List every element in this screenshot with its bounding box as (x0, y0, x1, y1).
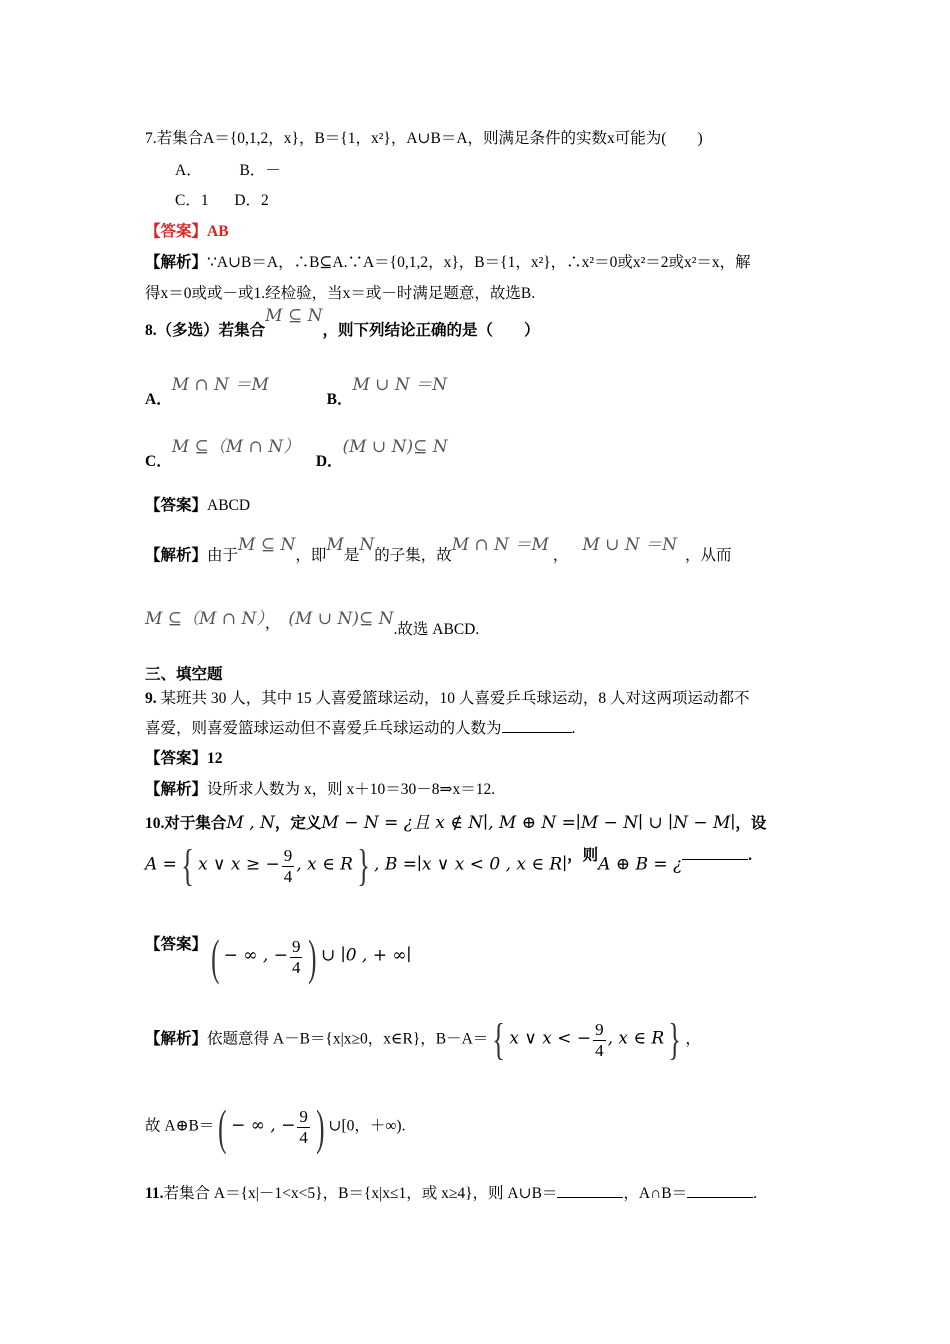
q10-stem-text-2: ，定义 (274, 815, 322, 832)
q7-option-d: D．2 (234, 192, 269, 209)
q8-an-5: ， (552, 547, 569, 564)
fraction-numerator: 9 (283, 845, 293, 865)
q7-option-b: B．－ (239, 162, 281, 179)
q8-option-d-math: (M ∪ N)⊆ N (342, 437, 448, 457)
q10-an2-body: − ∞ , − (231, 1115, 296, 1136)
q11-union-blank[interactable] (557, 1197, 623, 1198)
brace-left-icon: { (492, 1015, 506, 1064)
q10-math-a-body: x ∨ x ≥ − (198, 854, 280, 875)
q9-answer-value: 12 (207, 750, 223, 767)
q8-an-3: 是 (343, 547, 360, 564)
q10-an2-pre: 故 A⊕B＝ (145, 1117, 215, 1135)
q10-an-end: ， (685, 1030, 701, 1048)
q8-an-2: ，即 (295, 547, 327, 564)
q8-stem (145, 306, 540, 340)
q7-option-a: A． (175, 162, 202, 179)
q8-stem-post: ，则下列结论正确的是（ ） (322, 322, 540, 339)
q8-option-a-label: A． (145, 391, 172, 408)
q8-an-m6: M ⊆（M ∩ N） (145, 609, 265, 629)
q9-num: 9. (145, 690, 157, 707)
q8-an-m5: M ∪ N ＝N (582, 535, 678, 555)
q10-stem-1 (145, 808, 766, 833)
answer-tag: 【答案】 (145, 750, 208, 767)
q10-stem-2 (145, 841, 753, 890)
q8-options-row2 (145, 432, 448, 470)
q8-an-7: ， (264, 615, 281, 632)
q7-options-row2 (175, 188, 269, 210)
q8-answer-value: ABCD (207, 497, 251, 514)
q10-an-post: , x ∈ R (607, 1028, 665, 1049)
q8-an-m2: M (326, 535, 344, 555)
q10-stem-text-1: 对于集合 (164, 815, 227, 832)
analysis-tag: 【解析】 (145, 547, 208, 564)
q11-num: 11. (145, 1185, 164, 1202)
q8-option-c-math: M ⊆（M ∩ N） (171, 437, 301, 457)
q10-ans-post: ∪ ∣0 , + ∞∣ (321, 945, 412, 966)
q8-an-6: ，从而 (685, 547, 732, 564)
analysis-tag: 【解析】 (145, 254, 208, 271)
q10-an-body: x ∨ x < − (509, 1028, 592, 1049)
q8-stem-math: M ⊆ N (265, 306, 323, 326)
fraction-denominator: 4 (595, 1040, 604, 1060)
answer-tag: 【答案】 (145, 497, 208, 514)
q10-answer-blank[interactable] (682, 859, 748, 860)
fraction (290, 937, 303, 978)
q7-answer (145, 219, 229, 241)
q10-analysis-2 (145, 1099, 406, 1155)
q10-math-def: M − N = ¿且 x ∉ N∣, M ⊕ N =∣M − N∣ ∪ ∣N − M∣ (321, 813, 736, 833)
q8-answer (145, 493, 250, 515)
q8-stem-pre: 8.（多选）若集合 (145, 322, 266, 339)
q10-math-mn: M , N (226, 813, 275, 833)
q7-analysis-text-1: ∵A∪B＝A，∴B⊆A.∵A＝{0,1,2，x}，B＝{1，x²}，∴x²＝0或x²＝2或x²＝x，解 (207, 254, 751, 271)
fraction-denominator: 4 (291, 957, 301, 977)
paren-left-icon: ( (218, 1099, 227, 1155)
q10-stem-end: . (748, 846, 753, 864)
answer-tag: 【答案】 (145, 935, 208, 953)
q9-analysis-text: 设所求人数为 x，则 x＋10＝30－8⇒x＝12. (207, 781, 496, 798)
q8-options-row1 (145, 370, 448, 408)
q10-stem-text-4: ，则 (567, 846, 599, 864)
paren-right-icon: ) (308, 929, 317, 985)
q11-mid: ，A∩B＝ (623, 1185, 688, 1202)
q8-analysis-1 (145, 530, 732, 564)
q9-analysis (145, 777, 495, 799)
q10-answer (145, 929, 412, 985)
q8-an-8: .故选 ABCD. (393, 621, 480, 638)
fraction (297, 1107, 310, 1148)
q7-options-row1 (175, 158, 281, 180)
q10-stem-text-3: ，设 (735, 815, 767, 832)
fraction-denominator: 4 (299, 1127, 308, 1147)
q10-analysis-1 (145, 1015, 701, 1064)
q8-an-m7: (M ∪ N)⊆ N (288, 609, 394, 629)
q10-num: 10. (145, 815, 165, 832)
paren-right-icon: ) (315, 1099, 325, 1155)
q11-stem (145, 1181, 757, 1203)
fraction-numerator: 9 (299, 1106, 308, 1126)
q9-answer-blank[interactable] (502, 732, 572, 733)
q9-stem-text-2: 喜爱，则喜爱篮球运动但不喜爱乒乓球运动的人数为 (145, 720, 502, 737)
q8-option-c-label: C． (145, 453, 172, 470)
q11-end: . (753, 1185, 758, 1202)
q11-stem-text: 若集合 A＝{x|－1<x<5}，B＝{x|x≤1，或 x≥4}，则 A∪B＝ (163, 1185, 558, 1202)
q8-an-m1: M ⊆ N (238, 535, 296, 555)
q8-option-a-math: M ∩ N ＝M (171, 375, 269, 395)
q10-math-a-pre: A = (145, 854, 177, 875)
brace-left-icon: { (181, 841, 194, 890)
q9-stem-end: . (571, 720, 576, 737)
paren-left-icon: ( (211, 929, 220, 985)
q8-option-d-label: D． (315, 453, 343, 470)
analysis-tag: 【解析】 (145, 1030, 208, 1048)
q8-an-m4: M ∩ N ＝M (451, 535, 549, 555)
q8-option-b-label: B． (326, 391, 353, 408)
q9-stem-text-1: 某班共 30 人，其中 15 人喜爱篮球运动，10 人喜爱乒乓球运动，8 人对这两项运动都不 (156, 690, 750, 707)
q10-math-a-post: , x ∈ R (296, 854, 353, 875)
q8-analysis-2 (145, 604, 480, 638)
brace-right-icon: } (357, 841, 370, 890)
q7-analysis-2: 得x＝0或或－或1.经检验，当x＝或－时满足题意，故选B. (145, 285, 536, 302)
q9-stem-1 (145, 686, 750, 708)
q8-an-1: 由于 (207, 547, 239, 564)
q7-option-c: C．1 (175, 192, 209, 209)
q7-stem: 7.若集合A＝{0,1,2，x}，B＝{1，x²}，A∪B＝A，则满足条件的实数x可能为( ) (145, 130, 703, 147)
q8-option-b-math: M ∪ N ＝N (352, 375, 448, 395)
q10-ans-body: − ∞ , − (223, 945, 288, 966)
fraction-numerator: 9 (595, 1019, 604, 1039)
q9-answer (145, 746, 223, 768)
fraction (282, 846, 295, 887)
q10-math-b: , B =∣x ∨ x < 0 , x ∈ R∣ (374, 854, 568, 875)
q10-an2-post: ∪[0，＋∞). (328, 1117, 406, 1135)
q7-analysis-1 (145, 250, 751, 272)
q8-an-4: 的子集，故 (374, 547, 452, 564)
answer-tag: 【答案】 (145, 223, 208, 240)
analysis-tag: 【解析】 (145, 781, 208, 798)
fraction-numerator: 9 (291, 936, 301, 956)
q7-answer-value: AB (207, 223, 229, 240)
q10-math-ask: A ⊕ B = ¿ (598, 854, 683, 875)
q9-stem-2 (145, 716, 575, 738)
fraction-denominator: 4 (283, 866, 293, 886)
q8-an-m3: N (359, 535, 375, 555)
fraction (593, 1020, 606, 1061)
section-title: 三、填空题 (145, 666, 223, 683)
brace-right-icon: } (668, 1015, 682, 1064)
q11-intersection-blank[interactable] (687, 1197, 753, 1198)
q10-analysis-text-1: 依题意得 A－B＝{x|x≥0，x∈R}，B－A＝ (207, 1030, 489, 1048)
